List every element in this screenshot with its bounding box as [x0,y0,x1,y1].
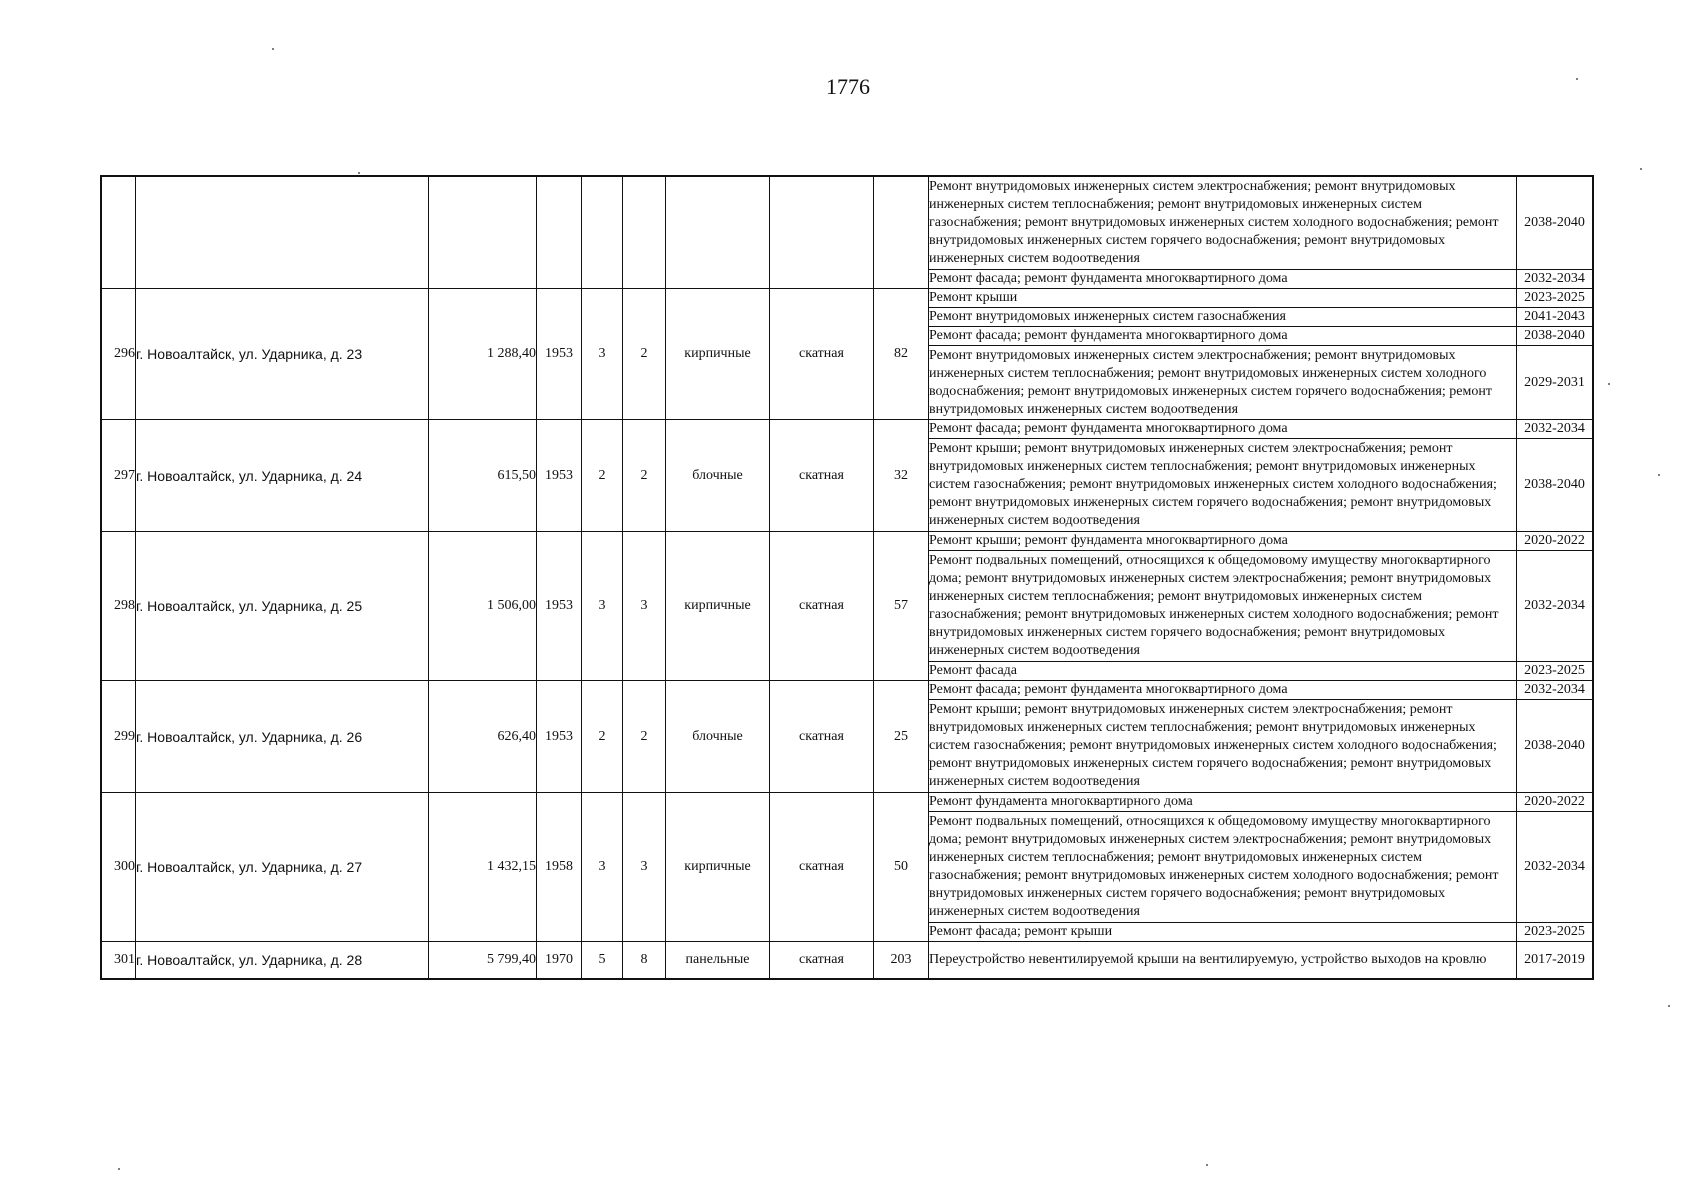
scan-speck [1206,1164,1208,1166]
work-period: 2032-2034 [1517,551,1593,662]
roof-type: скатная [770,793,874,942]
work-period: 2038-2040 [1517,327,1593,346]
repair-schedule-table-frame [100,175,1594,980]
building-address: г. Новоалтайск, ул. Ударника, д. 24 [136,420,429,532]
building-address: г. Новоалтайск, ул. Ударника, д. 23 [136,289,429,420]
wall-material: панельные [666,942,770,979]
row-number: 300 [102,793,136,942]
resident-count: 32 [874,420,929,532]
resident-count: 50 [874,793,929,942]
work-description: Ремонт крыши; ремонт фундамента многоквартирного дома [929,532,1517,551]
wall-material: кирпичные [666,793,770,942]
work-description: Ремонт фасада; ремонт фундамента многоквартирного дома [929,270,1517,289]
empty-cell [102,177,136,289]
build-year: 1953 [537,420,582,532]
scan-speck [1608,383,1610,385]
work-description: Переустройство невентилируемой крыши на вентилируемую, устройство выходов на кровлю [929,942,1517,979]
roof-type: скатная [770,532,874,681]
work-description: Ремонт фасада; ремонт фундамента многоквартирного дома [929,327,1517,346]
resident-count: 203 [874,942,929,979]
building-area: 1 506,00 [429,532,537,681]
work-period: 2020-2022 [1517,532,1593,551]
empty-cell [874,177,929,289]
build-year: 1953 [537,532,582,681]
wall-material: блочные [666,420,770,532]
build-year: 1970 [537,942,582,979]
work-period: 2041-2043 [1517,308,1593,327]
wall-material: блочные [666,681,770,793]
row-number: 297 [102,420,136,532]
floor-count: 2 [582,681,623,793]
row-number: 299 [102,681,136,793]
work-period: 2038-2040 [1517,177,1593,270]
work-description: Ремонт фасада; ремонт крыши [929,923,1517,942]
work-period: 2023-2025 [1517,289,1593,308]
table-row [102,942,1593,979]
floor-count: 3 [582,793,623,942]
entrance-count: 2 [623,289,666,420]
table-row [102,532,1593,551]
roof-type: скатная [770,681,874,793]
work-period: 2032-2034 [1517,681,1593,700]
scan-speck [1658,474,1660,476]
build-year: 1958 [537,793,582,942]
work-description: Ремонт крыши; ремонт внутридомовых инженерных систем электроснабжения; ремонт внутридомовых инженерных систем теплоснабжения; ремонт внутридомовых инженерных систем газоснабжения; ремонт внутридомовых инженерных систем холодного водоснабжения; ремонт внутридомовых инженерных систем горячего водоснабжения; ремонт внутридомовых инженерных систем водоотведения [929,700,1517,793]
row-number: 298 [102,532,136,681]
work-description: Ремонт фасада [929,662,1517,681]
building-address: г. Новоалтайск, ул. Ударника, д. 25 [136,532,429,681]
table-row [102,681,1593,700]
work-description: Ремонт крыши [929,289,1517,308]
work-period: 2032-2034 [1517,812,1593,923]
work-period: 2029-2031 [1517,346,1593,420]
work-period: 2017-2019 [1517,942,1593,979]
roof-type: скатная [770,942,874,979]
build-year: 1953 [537,289,582,420]
entrance-count: 2 [623,681,666,793]
resident-count: 57 [874,532,929,681]
table-row [102,420,1593,439]
entrance-count: 8 [623,942,666,979]
building-area: 626,40 [429,681,537,793]
empty-cell [666,177,770,289]
entrance-count: 2 [623,420,666,532]
scan-speck [1668,1005,1670,1007]
floor-count: 2 [582,420,623,532]
wall-material: кирпичные [666,289,770,420]
work-description: Ремонт внутридомовых инженерных систем электроснабжения; ремонт внутридомовых инженерных систем теплоснабжения; ремонт внутридомовых инженерных систем газоснабжения; ремонт внутридомовых инженерных систем холодного водоснабжения; ремонт внутридомовых инженерных систем горячего водоснабжения; ремонт внутридомовых инженерных систем водоотведения [929,177,1517,270]
empty-cell [770,177,874,289]
building-area: 615,50 [429,420,537,532]
building-address: г. Новоалтайск, ул. Ударника, д. 26 [136,681,429,793]
work-description: Ремонт подвальных помещений, относящихся к общедомовому имуществу многоквартирного дома; ремонт внутридомовых инженерных систем электроснабжения; ремонт внутридомовых инженерных систем теплоснабжения; ремонт внутридомовых инженерных систем газоснабжения; ремонт внутридомовых инженерных систем холодного водоснабжения; ремонт внутридомовых инженерных систем горячего водоснабжения; ремонт внутридомовых инженерных систем водоотведения [929,812,1517,923]
work-period: 2023-2025 [1517,923,1593,942]
building-address: г. Новоалтайск, ул. Ударника, д. 28 [136,942,429,979]
table-row [102,289,1593,308]
table-row [102,793,1593,812]
building-area: 5 799,40 [429,942,537,979]
scan-speck [358,172,360,174]
work-period: 2032-2034 [1517,420,1593,439]
repair-schedule-table [101,176,1593,979]
entrance-count: 3 [623,532,666,681]
work-period: 2023-2025 [1517,662,1593,681]
building-address: г. Новоалтайск, ул. Ударника, д. 27 [136,793,429,942]
roof-type: скатная [770,420,874,532]
scan-speck [1576,78,1578,80]
scan-speck [272,48,274,50]
work-description: Ремонт фасада; ремонт фундамента многоквартирного дома [929,420,1517,439]
table-body [102,177,1593,979]
table-row [102,177,1593,270]
floor-count: 3 [582,289,623,420]
roof-type: скатная [770,289,874,420]
floor-count: 3 [582,532,623,681]
work-description: Ремонт фасада; ремонт фундамента многоквартирного дома [929,681,1517,700]
resident-count: 82 [874,289,929,420]
work-description: Ремонт внутридомовых инженерных систем газоснабжения [929,308,1517,327]
empty-cell [582,177,623,289]
building-area: 1 288,40 [429,289,537,420]
work-period: 2038-2040 [1517,700,1593,793]
work-description: Ремонт подвальных помещений, относящихся к общедомовому имуществу многоквартирного дома; ремонт внутридомовых инженерных систем электроснабжения; ремонт внутридомовых инженерных систем теплоснабжения; ремонт внутридомовых инженерных систем газоснабжения; ремонт внутридомовых инженерных систем холодного водоснабжения; ремонт внутридомовых инженерных систем горячего водоснабжения; ремонт внутридомовых инженерных систем водоотведения [929,551,1517,662]
work-period: 2032-2034 [1517,270,1593,289]
empty-cell [136,177,429,289]
work-period: 2038-2040 [1517,439,1593,532]
work-description: Ремонт крыши; ремонт внутридомовых инженерных систем электроснабжения; ремонт внутридомовых инженерных систем теплоснабжения; ремонт внутридомовых инженерных систем газоснабжения; ремонт внутридомовых инженерных систем холодного водоснабжения; ремонт внутридомовых инженерных систем горячего водоснабжения; ремонт внутридомовых инженерных систем водоотведения [929,439,1517,532]
row-number: 296 [102,289,136,420]
work-period: 2020-2022 [1517,793,1593,812]
floor-count: 5 [582,942,623,979]
work-description: Ремонт фундамента многоквартирного дома [929,793,1517,812]
page-number: 1776 [826,74,870,99]
row-number: 301 [102,942,136,979]
work-description: Ремонт внутридомовых инженерных систем электроснабжения; ремонт внутридомовых инженерных систем теплоснабжения; ремонт внутридомовых инженерных систем холодного водоснабжения; ремонт внутридомовых инженерных систем горячего водоснабжения; ремонт внутридомовых инженерных систем водоотведения [929,346,1517,420]
resident-count: 25 [874,681,929,793]
empty-cell [623,177,666,289]
building-area: 1 432,15 [429,793,537,942]
empty-cell [429,177,537,289]
build-year: 1953 [537,681,582,793]
scan-speck [1640,168,1642,170]
scan-speck [118,1168,120,1170]
empty-cell [537,177,582,289]
wall-material: кирпичные [666,532,770,681]
entrance-count: 3 [623,793,666,942]
